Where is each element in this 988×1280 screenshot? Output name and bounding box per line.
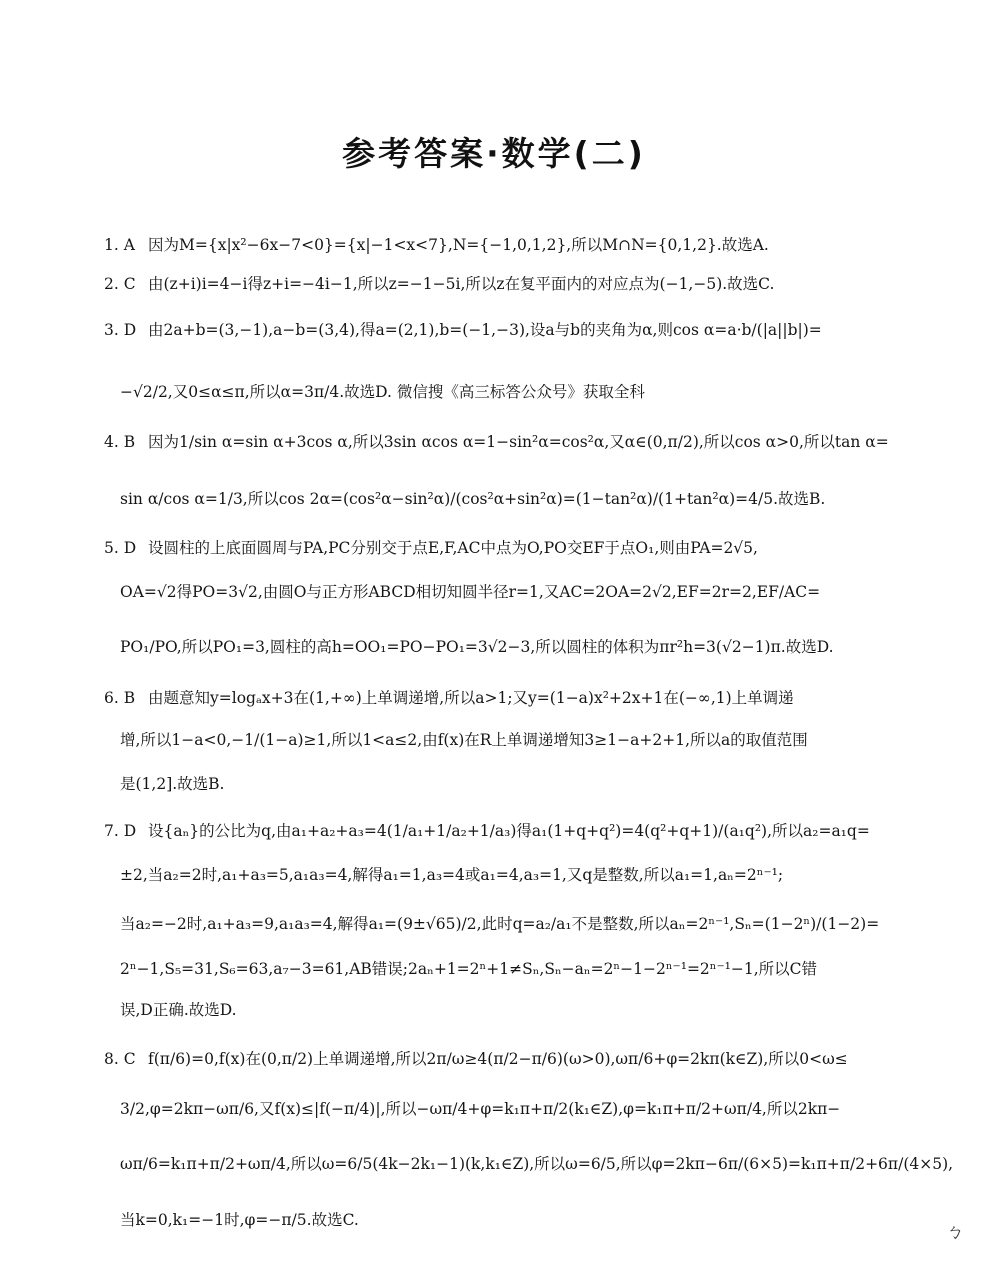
question-number: 3. D [104, 321, 137, 339]
answer-text: 由题意知y=logₐx+3在(1,+∞)上单调递增,所以a>1;又y=(1−a)x²+2x+1在(−∞,1)上单调递 [148, 689, 794, 707]
answer-text: ωπ/6=k₁π+π/2+ωπ/4,所以ω=6/5(4k−2k₁−1)(k,k₁∈Z),所以ω=6/5,所以φ=2kπ−6π/(6×5)=k₁π+π/2+6π/(4×5), [120, 1155, 954, 1173]
answer-text: PO₁/PO,所以PO₁=3,圆柱的高h=OO₁=PO−PO₁=3√2−3,所以圆柱的体积为πr²h=3(√2−1)π.故选D. [120, 638, 834, 656]
answer-text: 设圆柱的上底面圆周与PA,PC分别交于点E,F,AC中点为O,PO交EF于点O₁,则由PA=2√5, [148, 539, 758, 557]
question-number: 2. C [104, 275, 136, 293]
answer-line-start [104, 536, 758, 560]
answer-text: 当a₂=−2时,a₁+a₃=9,a₁a₃=4,解得a₁=(9±√65)/2,此时q=a₂/a₁不是整数,所以aₙ=2ⁿ⁻¹,Sₙ=(1−2ⁿ)/(1−2)= [120, 915, 880, 933]
answer-line-continuation [120, 380, 645, 404]
answer-text: ±2,当a₂=2时,a₁+a₃=5,a₁a₃=4,解得a₁=1,a₃=4或a₁=4,a₃=1,又q是整数,所以a₁=1,aₙ=2ⁿ⁻¹; [120, 866, 784, 884]
answer-line-start [104, 318, 822, 342]
answer-line-continuation [120, 912, 879, 936]
answer-line-start [104, 272, 774, 296]
answer-text: OA=√2得PO=3√2,由圆O与正方形ABCD相切知圆半径r=1,又AC=2OA=2√2,EF=2r=2,EF/AC= [120, 583, 821, 601]
answer-text: 设{aₙ}的公比为q,由a₁+a₂+a₃=4(1/a₁+1/a₂+1/a₃)得a₁(1+q+q²)=4(q²+q+1)/(a₁q²),所以a₂=a₁q= [148, 822, 870, 840]
answer-line-continuation [120, 728, 808, 752]
page-title: 参考答案·数学(二) [342, 134, 646, 173]
answer-line-continuation [120, 998, 237, 1022]
answer-line-continuation [120, 635, 834, 659]
question-number: 5. D [104, 539, 137, 557]
answer-text: 是(1,2].故选B. [120, 775, 225, 793]
answer-text: 因为M={x|x²−6x−7<0}={x|−1<x<7},N={−1,0,1,2},所以M∩N={0,1,2}.故选A. [148, 236, 769, 254]
question-number: 1. A [104, 236, 135, 254]
question-number: 6. B [104, 689, 136, 707]
answer-line-continuation [120, 1152, 953, 1176]
answer-text: 增,所以1−a<0,−1/(1−a)≥1,所以1<a≤2,由f(x)在R上单调递增知3≥1−a+2+1,所以a的取值范围 [120, 731, 808, 749]
answer-text: 误,D正确.故选D. [120, 1001, 237, 1019]
answer-text: 当k=0,k₁=−1时,φ=−π/5.故选C. [120, 1211, 359, 1229]
answer-line-start [104, 686, 794, 710]
answer-line-continuation [120, 580, 820, 604]
answer-text: 由(z+i)i=4−i得z+i=−4i−1,所以z=−1−5i,所以z在复平面内的对应点为(−1,−5).故选C. [148, 275, 775, 293]
corner-mark-icon: ㄅ [946, 1222, 964, 1243]
question-number: 4. B [104, 433, 136, 451]
answer-text: f(π/6)=0,f(x)在(0,π/2)上单调递增,所以2π/ω≥4(π/2−π/6)(ω>0),ωπ/6+φ=2kπ(k∈Z),所以0<ω≤ [148, 1050, 848, 1068]
answer-text: −√2/2,又0≤α≤π,所以α=3π/4.故选D. 微信搜《高三标答公众号》获取全科 [120, 383, 645, 401]
answer-line-continuation [120, 487, 825, 511]
answer-line-continuation [120, 1097, 840, 1121]
answer-text: 3/2,φ=2kπ−ωπ/6,又f(x)≤|f(−π/4)|,所以−ωπ/4+φ=k₁π+π/2(k₁∈Z),φ=k₁π+π/2+ωπ/4,所以2kπ− [120, 1100, 841, 1118]
answer-text: 2ⁿ−1,S₅=31,S₆=63,a₇−3=61,AB错误;2aₙ+1=2ⁿ+1≠Sₙ,Sₙ−aₙ=2ⁿ−1−2ⁿ⁻¹=2ⁿ⁻¹−1,所以C错 [120, 960, 818, 978]
answer-line-start [104, 1047, 848, 1071]
answer-text: 由2a+b=(3,−1),a−b=(3,4),得a=(2,1),b=(−1,−3),设a与b的夹角为α,则cos α=a·b/(|a||b|)= [148, 321, 822, 339]
answer-line-start [104, 819, 870, 843]
answer-line-continuation [120, 772, 225, 796]
answer-line-continuation [120, 1208, 359, 1232]
answer-line-start [104, 430, 889, 454]
question-number: 8. C [104, 1050, 136, 1068]
answer-text: sin α/cos α=1/3,所以cos 2α=(cos²α−sin²α)/(cos²α+sin²α)=(1−tan²α)/(1+tan²α)=4/5.故选B. [120, 490, 826, 508]
answer-line-start [104, 233, 769, 257]
question-number: 7. D [104, 822, 137, 840]
answer-line-continuation [120, 957, 817, 981]
answer-line-continuation [120, 863, 783, 887]
answer-text: 因为1/sin α=sin α+3cos α,所以3sin αcos α=1−sin²α=cos²α,又α∈(0,π/2),所以cos α>0,所以tan α= [148, 433, 889, 451]
